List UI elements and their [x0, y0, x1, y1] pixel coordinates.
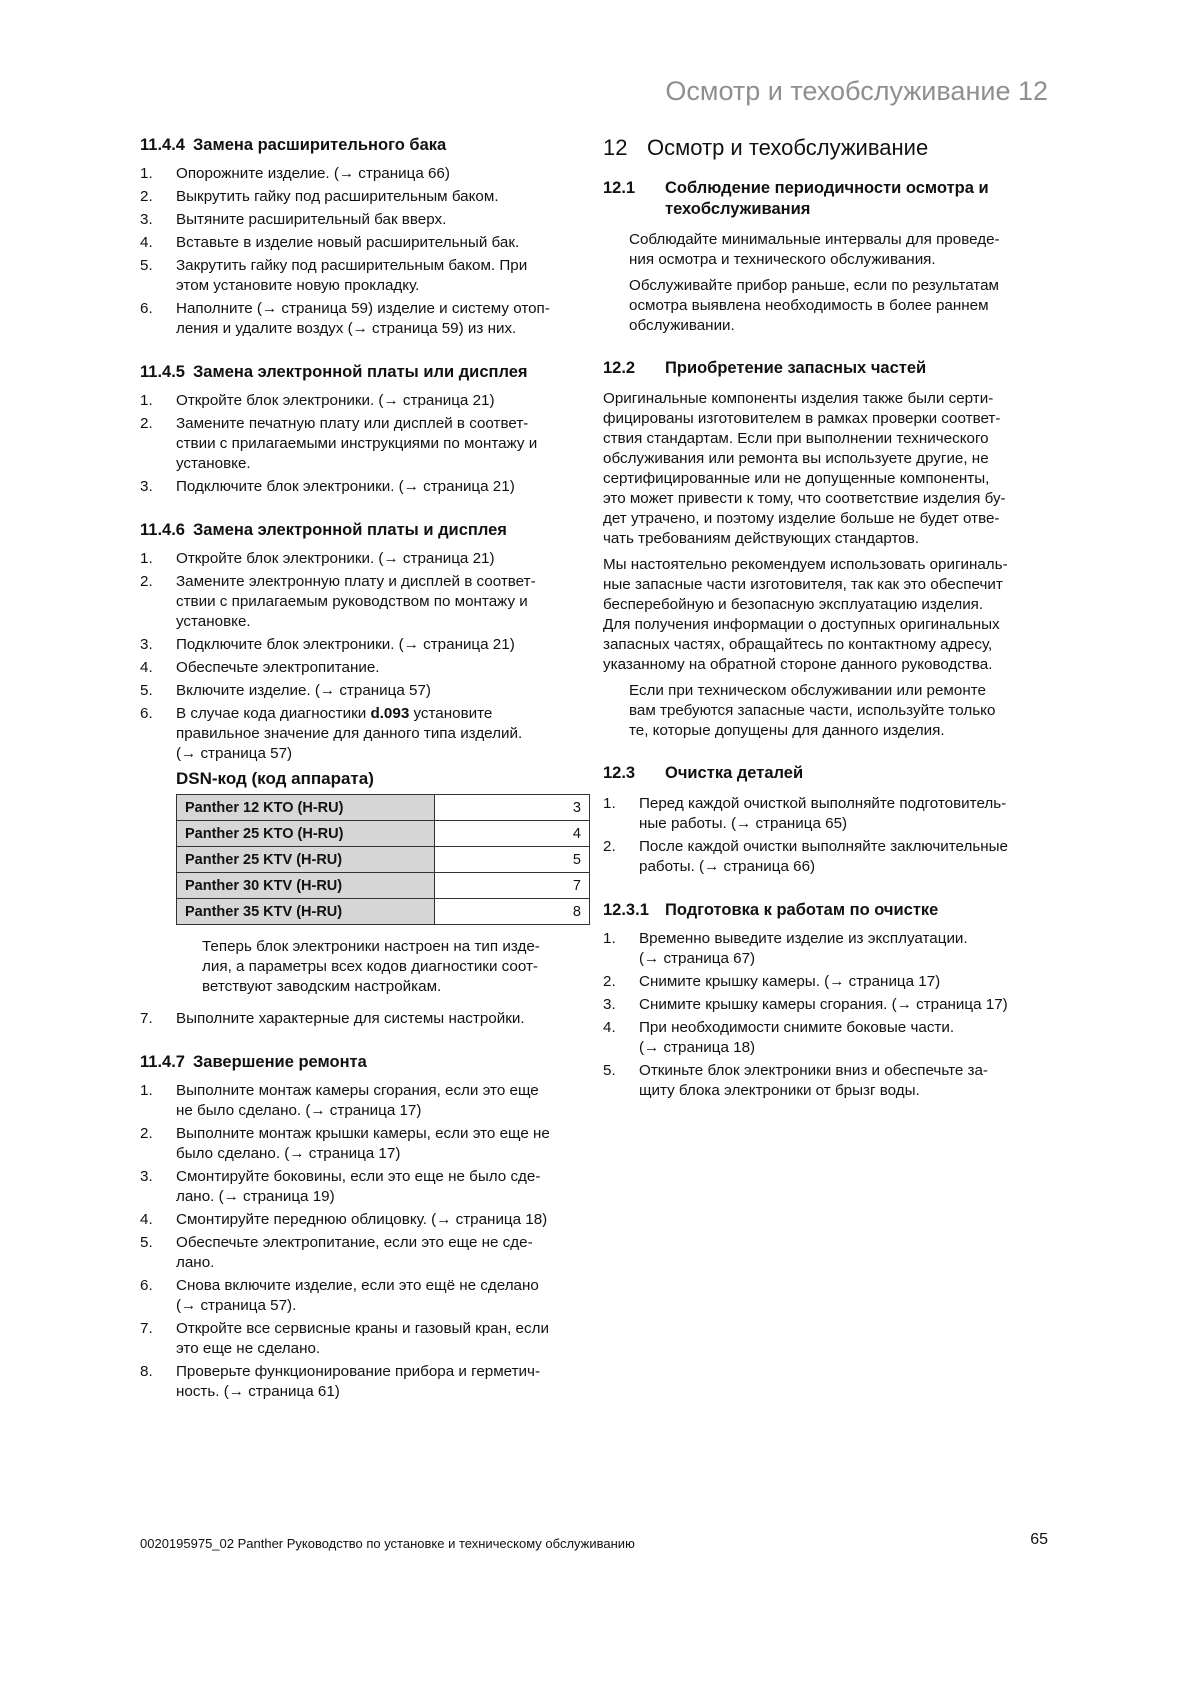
list-item — [603, 972, 1051, 992]
list-item — [140, 1009, 588, 1029]
list-item — [140, 256, 588, 296]
step-text: Выполните монтаж крышки камеры, если это еще не было сделано. (→ страница 17) — [176, 1125, 550, 1162]
step-text — [176, 704, 588, 764]
footer-doc-title: 0020195975_02 Panther Руководство по установке и техническому обслуживанию — [140, 1536, 635, 1551]
step-text: После каждой очистки выполняйте заключительные работы. (→ страница 66) — [639, 838, 1009, 875]
section-12-2 — [603, 358, 1051, 741]
section-number: 11.4.7 — [140, 1053, 185, 1071]
list-item — [140, 635, 588, 655]
running-header-title: Осмотр и техобслуживание 12 — [665, 76, 1048, 106]
section-number: 11.4.6 — [140, 521, 185, 539]
step-number: 4. — [603, 1019, 616, 1036]
paragraph: Соблюдайте минимальные интервалы для проведе- ния осмотра и технического обслуживания. — [629, 231, 1000, 268]
step-text: Опорожните изделие. (→ страница 66) — [176, 165, 450, 182]
steps-list — [140, 391, 588, 497]
list-item — [140, 681, 588, 701]
section-title: Замена электронной платы и дисплея — [192, 521, 507, 539]
steps-list — [140, 549, 588, 701]
list-item — [140, 1276, 588, 1316]
step-number: 3. — [140, 211, 153, 228]
result-note: Теперь блок электроники настроен на тип изде- лия, а параметры всех кодов диагностики соот- ветствуют заводским настройкам. — [202, 938, 540, 995]
steps-list-step6 — [140, 704, 588, 764]
step-text: Перед каждой очисткой выполняйте подготовитель- ные работы. (→ страница 65) — [639, 795, 1007, 832]
section-title: Соблюдение периодичности осмотра и техобслуживания — [665, 179, 989, 218]
step-number: 1. — [603, 795, 616, 812]
paragraph-note: Если при техническом обслуживании или ремонте вам требуются запасные части, используйте только те, которые допущены для данного изделия. — [629, 682, 996, 739]
list-item — [140, 187, 588, 207]
dsn-code-cell: 7 — [435, 873, 590, 899]
step-text: Наполните (→ страница 59) изделие и систему отоп- ления и удалите воздух (→ страница 59) из них. — [176, 300, 550, 337]
section-number: 12.3.1 — [603, 901, 649, 919]
step-text: Выполните монтаж камеры сгорания, если это еще не было сделано. (→ страница 17) — [176, 1082, 539, 1119]
table-row — [177, 899, 590, 925]
section-11-4-7 — [140, 1051, 588, 1402]
step-number: 1. — [140, 1082, 153, 1099]
section-11-4-4 — [140, 134, 588, 339]
section-title: Приобретение запасных частей — [665, 359, 927, 377]
paragraph: Оригинальные компоненты изделия также были серти- фицированы изготовителем в рамках проверки соответ- ствия стандартам. Если при выполнении технического обслуживания или ремонта вы используете другие, не сертифицированные или не допущенные компоненты, это может привести к тому, что соответствие изделия бу- дет утрачено, и поэтому изделие больше не будет отве- чать требованиям действующих стандартов. — [603, 390, 1006, 547]
section-number: 11.4.5 — [140, 363, 185, 381]
step-number: 3. — [140, 636, 153, 653]
table-row — [177, 795, 590, 821]
step-number: 3. — [140, 1168, 153, 1185]
model-cell: Panther 12 KTO (H-RU) — [177, 795, 435, 821]
list-item — [603, 995, 1051, 1015]
step-number: 4. — [140, 234, 153, 251]
steps-list-step7 — [140, 1009, 588, 1029]
list-item — [140, 164, 588, 184]
section-number: 11.4.4 — [140, 136, 185, 154]
step-number: 5. — [603, 1062, 616, 1079]
section-heading — [140, 134, 588, 156]
section-title: Замена расширительного бака — [192, 136, 447, 154]
step-number: 3. — [140, 478, 153, 495]
section-title: Подготовка к работам по очистке — [665, 901, 939, 919]
step-number: 2. — [603, 973, 616, 990]
dsn-code-cell: 3 — [435, 795, 590, 821]
step-number: 6. — [140, 300, 153, 317]
list-item — [140, 391, 588, 411]
right-column — [603, 134, 1051, 1123]
step-text: Откройте блок электроники. (→ страница 21) — [176, 392, 495, 409]
step-number: 6. — [140, 1277, 153, 1294]
step-text: Вытяните расширительный бак вверх. — [176, 211, 447, 228]
model-cell: Panther 25 KTO (H-RU) — [177, 821, 435, 847]
paragraph: Обслуживайте прибор раньше, если по результатам осмотра выявлена необходимость в более раннем обслуживании. — [629, 277, 999, 334]
section-11-4-5 — [140, 361, 588, 497]
chapter-title: Осмотр и техобслуживание — [647, 135, 929, 160]
step-text: Выкрутить гайку под расширительным баком. — [176, 188, 499, 205]
section-heading — [140, 519, 588, 541]
step-number: 5. — [140, 257, 153, 274]
list-item — [140, 1124, 588, 1164]
diagnostic-code: d.093 — [370, 705, 410, 722]
section-12-3 — [603, 763, 1051, 877]
steps-list — [140, 1081, 588, 1402]
table-row — [177, 847, 590, 873]
step-text: Смонтируйте переднюю облицовку. (→ страница 18) — [176, 1211, 548, 1228]
list-item — [140, 1210, 588, 1230]
step-number: 5. — [140, 1234, 153, 1251]
model-cell: Panther 30 KTV (H-RU) — [177, 873, 435, 899]
step-text: Замените печатную плату или дисплей в соответ- ствии с прилагаемыми инструкциями по монтажу и установке. — [176, 415, 538, 472]
step-text-pre: В случае кода диагностики — [176, 705, 371, 722]
section-heading — [603, 899, 1051, 921]
section-title: Замена электронной платы или дисплея — [192, 363, 528, 381]
list-item — [140, 549, 588, 569]
dsn-table — [176, 794, 590, 925]
step-number: 5. — [140, 682, 153, 699]
step-text: Обеспечьте электропитание. — [176, 659, 380, 676]
list-item — [140, 1233, 588, 1273]
step-text: Откиньте блок электроники вниз и обеспечьте за- щиту блока электроники от брызг воды. — [639, 1062, 988, 1099]
section-heading — [140, 1051, 588, 1073]
list-item — [603, 1018, 1051, 1058]
section-heading — [603, 763, 1051, 784]
steps-list — [603, 929, 1051, 1101]
step-number: 4. — [140, 1211, 153, 1228]
list-item — [603, 1061, 1051, 1101]
step-text: Откройте блок электроники. (→ страница 21) — [176, 550, 495, 567]
step-text: Смонтируйте боковины, если это еще не было сде- лано. (→ страница 19) — [176, 1168, 541, 1205]
step-number: 2. — [140, 573, 153, 590]
section-title: Завершение ремонта — [192, 1053, 367, 1071]
chapter-number: 12 — [603, 135, 628, 160]
step-text: Закрутить гайку под расширительным баком. При этом установите новую прокладку. — [176, 257, 528, 294]
list-item — [140, 704, 588, 764]
step-text: Подключите блок электроники. (→ страница 21) — [176, 478, 515, 495]
section-title: Очистка деталей — [665, 764, 804, 782]
step-text: Снова включите изделие, если это ещё не сделано (→ страница 57). — [176, 1277, 539, 1314]
step-text: Замените электронную плату и дисплей в соответ- ствии с прилагаемым руководством по монтажу и установке. — [176, 573, 536, 630]
chapter-heading — [603, 134, 1051, 162]
list-item — [140, 1081, 588, 1121]
step-text: Включите изделие. (→ страница 57) — [176, 682, 431, 699]
dsn-code-cell: 8 — [435, 899, 590, 925]
step-text: Снимите крышку камеры сгорания. (→ страница 17) — [639, 996, 1008, 1013]
step-number: 2. — [140, 1125, 153, 1142]
dsn-table-title: DSN-код (код аппарата) — [176, 769, 374, 788]
step-number: 6. — [140, 705, 153, 722]
step-text: Снимите крышку камеры. (→ страница 17) — [639, 973, 941, 990]
step-number: 7. — [140, 1010, 153, 1027]
section-11-4-6 — [140, 519, 588, 1029]
step-number: 2. — [140, 415, 153, 432]
left-column — [140, 134, 588, 1424]
step-text: Откройте все сервисные краны и газовый кран, если это еще не сделано. — [176, 1320, 549, 1357]
list-item — [140, 1167, 588, 1207]
step-number: 1. — [140, 165, 153, 182]
step-number: 1. — [140, 392, 153, 409]
step-text: Обеспечьте электропитание, если это еще не сде- лано. — [176, 1234, 533, 1271]
step-number: 8. — [140, 1363, 153, 1380]
step-text: Проверьте функционирование прибора и герметич- ность. (→ страница 61) — [176, 1363, 541, 1400]
step-text: Выполните характерные для системы настройки. — [176, 1010, 525, 1027]
step-number: 3. — [603, 996, 616, 1013]
section-heading — [140, 361, 588, 383]
section-12-3-1 — [603, 899, 1051, 1101]
dsn-code-cell: 4 — [435, 821, 590, 847]
section-heading — [603, 178, 1051, 220]
list-item — [140, 1362, 588, 1402]
list-item — [603, 929, 1051, 969]
step-number: 2. — [140, 188, 153, 205]
model-cell: Panther 35 KTV (H-RU) — [177, 899, 435, 925]
list-item — [140, 299, 588, 339]
list-item — [603, 837, 1051, 877]
section-number: 12.2 — [603, 359, 636, 377]
list-item — [140, 210, 588, 230]
table-row — [177, 873, 590, 899]
model-cell: Panther 25 KTV (H-RU) — [177, 847, 435, 873]
section-number: 12.3 — [603, 764, 636, 782]
list-item — [140, 477, 588, 497]
list-item — [603, 794, 1051, 834]
step-number: 7. — [140, 1320, 153, 1337]
steps-list — [140, 164, 588, 339]
step-text: При необходимости снимите боковые части. (→ страница 18) — [639, 1019, 955, 1056]
section-12-1 — [603, 178, 1051, 336]
list-item — [140, 233, 588, 253]
step-number: 1. — [603, 930, 616, 947]
step-number: 4. — [140, 659, 153, 676]
table-row — [177, 821, 590, 847]
step-text-post: установите правильное значение для данного типа изделий. (→ страница 57) — [176, 705, 523, 762]
list-item — [140, 658, 588, 678]
section-heading — [603, 358, 1051, 379]
page-number: 65 — [1030, 1531, 1048, 1548]
step-number: 2. — [603, 838, 616, 855]
dsn-code-cell: 5 — [435, 847, 590, 873]
list-item — [140, 1319, 588, 1359]
step-number: 1. — [140, 550, 153, 567]
section-number: 12.1 — [603, 179, 636, 197]
list-item — [140, 414, 588, 474]
step-text: Вставьте в изделие новый расширительный бак. — [176, 234, 520, 251]
steps-list — [603, 794, 1051, 877]
step-text: Подключите блок электроники. (→ страница 21) — [176, 636, 515, 653]
paragraph: Мы настоятельно рекомендуем использовать оригиналь- ные запасные части изготовителя, так как это обеспечит бесперебойную и безопасную эксплуатацию изделия. Для получения информации о доступных оригинальных запасных частях, обращайтесь по контактному адресу, указанному на обратной стороне данного руководства. — [603, 556, 1008, 673]
step-text: Временно выведите изделие из эксплуатации. (→ страница 67) — [639, 930, 968, 967]
list-item — [140, 572, 588, 632]
